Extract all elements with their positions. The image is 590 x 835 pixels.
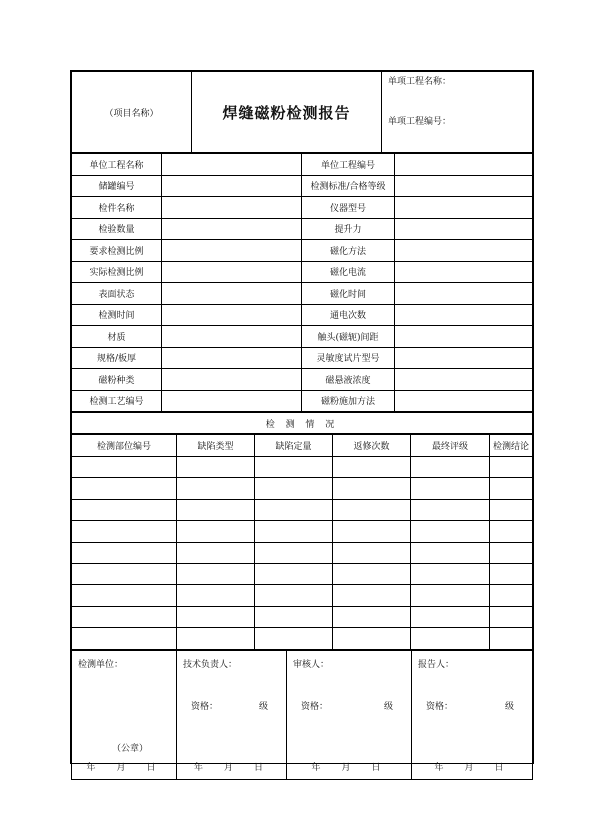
- info-row: [72, 218, 533, 240]
- table-row: [72, 478, 533, 499]
- reporter-qualification: 资格：: [426, 701, 454, 712]
- table-cell[interactable]: [255, 457, 333, 478]
- table-cell[interactable]: [333, 606, 411, 627]
- info-label-right: 磁粉施加方法: [302, 390, 395, 412]
- info-value-left[interactable]: [162, 326, 302, 348]
- info-label-right: 触头(磁轭)间距: [302, 326, 395, 348]
- info-label-right: 检测标准/合格等级: [302, 175, 395, 197]
- table-cell[interactable]: [177, 457, 255, 478]
- table-cell[interactable]: [72, 478, 177, 499]
- column-header: 缺陷类型: [177, 435, 255, 457]
- report-title: 焊缝磁粉检测报告: [192, 72, 382, 153]
- table-row: [72, 457, 533, 478]
- section-title: 检 测 情 况: [72, 413, 533, 434]
- column-header: 检测结论: [490, 435, 533, 457]
- table-cell[interactable]: [177, 542, 255, 563]
- info-label-left: 表面状态: [72, 283, 162, 305]
- seal-label: （公章）: [112, 743, 149, 754]
- table-cell[interactable]: [255, 542, 333, 563]
- table-row: [72, 521, 533, 542]
- table-row: [72, 606, 533, 627]
- info-value-left[interactable]: [162, 175, 302, 197]
- table-cell[interactable]: [72, 628, 177, 649]
- table-cell[interactable]: [411, 499, 490, 520]
- info-label-left: 检验数量: [72, 218, 162, 240]
- info-row: [72, 369, 533, 391]
- table-cell[interactable]: [72, 606, 177, 627]
- info-value-right[interactable]: [395, 175, 533, 197]
- project-name: （项目名称）: [72, 72, 192, 153]
- table-cell[interactable]: [411, 478, 490, 499]
- table-cell[interactable]: [411, 563, 490, 584]
- section-header: [71, 412, 533, 434]
- table-cell[interactable]: [333, 628, 411, 649]
- table-cell[interactable]: [490, 521, 533, 542]
- table-cell[interactable]: [177, 628, 255, 649]
- info-row: [72, 240, 533, 262]
- table-cell[interactable]: [411, 606, 490, 627]
- info-value-right[interactable]: [395, 218, 533, 240]
- tech-grade: 级: [258, 701, 268, 712]
- table-cell[interactable]: [490, 542, 533, 563]
- table-cell[interactable]: [72, 521, 177, 542]
- info-label-left: 要求检测比例: [72, 240, 162, 262]
- table-cell[interactable]: [72, 457, 177, 478]
- info-row: [72, 390, 533, 412]
- info-value-left[interactable]: [162, 390, 302, 412]
- table-cell[interactable]: [411, 585, 490, 606]
- info-label-left: 检测工艺编号: [72, 390, 162, 412]
- item-no-label: 单项工程编号：: [388, 117, 452, 127]
- info-label-right: 磁化时间: [302, 283, 395, 305]
- table-cell[interactable]: [333, 521, 411, 542]
- review-cell: [287, 650, 412, 779]
- table-cell[interactable]: [333, 499, 411, 520]
- info-label-right: 磁悬液浓度: [302, 369, 395, 391]
- tech-qualification: 资格：: [191, 701, 219, 712]
- info-row: [72, 347, 533, 369]
- table-cell[interactable]: [411, 628, 490, 649]
- reporter-label: 报告人：: [418, 659, 455, 670]
- table-row: [72, 585, 533, 606]
- info-value-right[interactable]: [395, 283, 533, 305]
- table-cell[interactable]: [177, 521, 255, 542]
- info-label-left: 实际检测比例: [72, 261, 162, 283]
- unit-label: 检测单位：: [78, 659, 124, 670]
- unit-date: 年 月 日: [86, 762, 162, 773]
- table-cell[interactable]: [255, 478, 333, 499]
- table-cell[interactable]: [255, 606, 333, 627]
- info-label-right: 提升力: [302, 218, 395, 240]
- table-cell[interactable]: [411, 542, 490, 563]
- info-value-right[interactable]: [395, 369, 533, 391]
- table-cell[interactable]: [72, 499, 177, 520]
- info-row: [72, 283, 533, 305]
- info-label-left: 储罐编号: [72, 175, 162, 197]
- info-value-left[interactable]: [162, 154, 302, 176]
- table-cell[interactable]: [255, 628, 333, 649]
- info-row: [72, 154, 533, 176]
- tech-cell: [177, 650, 287, 779]
- column-header: 缺陷定量: [255, 435, 333, 457]
- info-value-right[interactable]: [395, 261, 533, 283]
- report-header: [71, 71, 533, 153]
- table-cell[interactable]: [177, 585, 255, 606]
- info-value-left[interactable]: [162, 218, 302, 240]
- table-cell[interactable]: [411, 457, 490, 478]
- table-cell[interactable]: [333, 542, 411, 563]
- table-cell[interactable]: [177, 563, 255, 584]
- table-cell[interactable]: [490, 628, 533, 649]
- info-value-right[interactable]: [395, 240, 533, 262]
- table-row: [72, 563, 533, 584]
- review-qualification: 资格：: [301, 701, 329, 712]
- info-value-left[interactable]: [162, 283, 302, 305]
- info-label-right: 磁化方法: [302, 240, 395, 262]
- info-label-left: 检件名称: [72, 197, 162, 219]
- info-label-left: 单位工程名称: [72, 154, 162, 176]
- info-value-left[interactable]: [162, 261, 302, 283]
- info-value-left[interactable]: [162, 240, 302, 262]
- reporter-date: 年 月 日: [434, 762, 510, 773]
- info-value-left[interactable]: [162, 304, 302, 326]
- column-header: 最终评级: [411, 435, 490, 457]
- inspection-table: [71, 434, 533, 650]
- table-row: [72, 628, 533, 649]
- info-row: [72, 197, 533, 219]
- table-cell[interactable]: [490, 585, 533, 606]
- info-label-left: 磁粉种类: [72, 369, 162, 391]
- info-row: [72, 261, 533, 283]
- table-cell[interactable]: [177, 499, 255, 520]
- info-value-right[interactable]: [395, 197, 533, 219]
- table-cell[interactable]: [177, 606, 255, 627]
- info-label-right: 通电次数: [302, 304, 395, 326]
- table-cell[interactable]: [255, 499, 333, 520]
- item-info-cell: [382, 72, 533, 153]
- reporter-grade: 级: [504, 701, 514, 712]
- table-cell[interactable]: [177, 478, 255, 499]
- table-cell[interactable]: [490, 499, 533, 520]
- info-value-left[interactable]: [162, 347, 302, 369]
- review-date: 年 月 日: [311, 762, 387, 773]
- info-label-left: 检测时间: [72, 304, 162, 326]
- table-cell[interactable]: [255, 585, 333, 606]
- info-row: [72, 304, 533, 326]
- info-label-left: 规格/板厚: [72, 347, 162, 369]
- table-cell[interactable]: [72, 542, 177, 563]
- table-cell[interactable]: [333, 563, 411, 584]
- column-header-row: [72, 435, 533, 457]
- reporter-cell: [412, 650, 533, 779]
- tech-label: 技术负责人：: [183, 659, 238, 670]
- info-value-right[interactable]: [395, 304, 533, 326]
- table-cell[interactable]: [333, 585, 411, 606]
- info-label-right: 灵敏度试片型号: [302, 347, 395, 369]
- table-cell[interactable]: [333, 457, 411, 478]
- review-grade: 级: [383, 701, 393, 712]
- table-row: [72, 542, 533, 563]
- table-cell[interactable]: [72, 585, 177, 606]
- table-cell[interactable]: [490, 457, 533, 478]
- review-label: 审核人：: [293, 659, 330, 670]
- item-name-label: 单项工程名称：: [388, 77, 452, 87]
- table-cell[interactable]: [255, 563, 333, 584]
- info-label-right: 仪器型号: [302, 197, 395, 219]
- table-cell[interactable]: [333, 478, 411, 499]
- info-label-left: 材质: [72, 326, 162, 348]
- table-cell[interactable]: [72, 563, 177, 584]
- info-value-right[interactable]: [395, 326, 533, 348]
- table-cell[interactable]: [411, 521, 490, 542]
- info-value-left[interactable]: [162, 369, 302, 391]
- info-row: [72, 326, 533, 348]
- column-header: 返修次数: [333, 435, 411, 457]
- report-form: [70, 70, 534, 773]
- table-cell[interactable]: [255, 521, 333, 542]
- info-table: [71, 153, 533, 412]
- column-header: 检测部位编号: [72, 435, 177, 457]
- table-row: [72, 499, 533, 520]
- info-value-right[interactable]: [395, 347, 533, 369]
- table-cell[interactable]: [490, 478, 533, 499]
- info-label-right: 单位工程编号: [302, 154, 395, 176]
- info-value-right[interactable]: [395, 390, 533, 412]
- tech-date: 年 月 日: [193, 762, 269, 773]
- info-value-left[interactable]: [162, 197, 302, 219]
- info-row: [72, 175, 533, 197]
- table-cell[interactable]: [490, 563, 533, 584]
- signature-table: [71, 650, 533, 780]
- unit-cell: [72, 650, 177, 779]
- table-cell[interactable]: [490, 606, 533, 627]
- info-label-right: 磁化电流: [302, 261, 395, 283]
- info-value-right[interactable]: [395, 154, 533, 176]
